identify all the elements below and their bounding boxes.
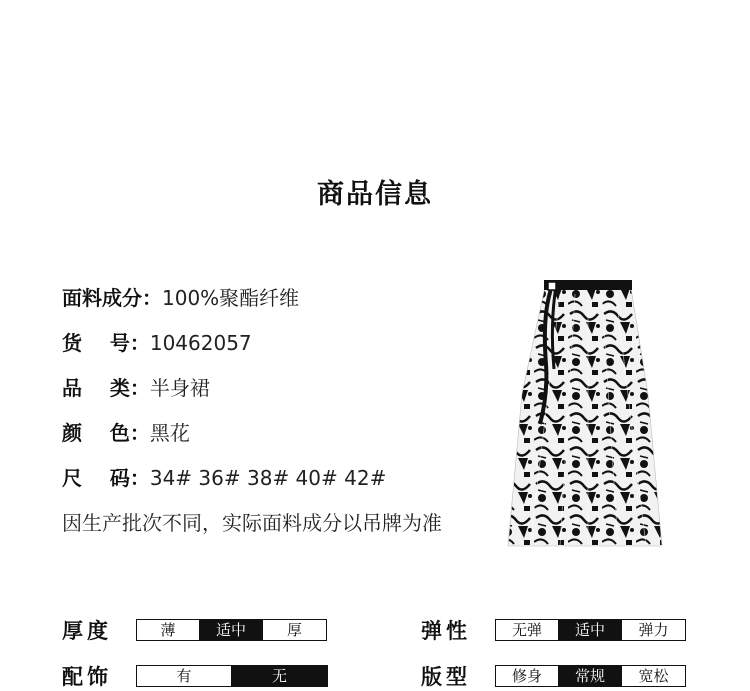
info-row-fabric — [62, 284, 502, 329]
attr-label: 弹性 — [421, 619, 471, 643]
product-info-list — [62, 284, 502, 537]
skirt-product-image — [500, 274, 675, 554]
info-label: 面料成分： — [62, 286, 162, 310]
elasticity-option: 弹力 — [622, 620, 685, 640]
info-row-size — [62, 464, 502, 509]
info-label: 货 号： — [62, 331, 150, 355]
accessories-option: 有 — [137, 666, 232, 686]
thickness-option-selected: 适中 — [200, 620, 263, 640]
info-label: 颜 色： — [62, 421, 150, 445]
elasticity-scale — [495, 619, 686, 641]
info-label: 品 类： — [62, 376, 150, 400]
accessories-scale — [136, 665, 328, 687]
elasticity-option-selected: 适中 — [559, 620, 622, 640]
thickness-option: 薄 — [137, 620, 200, 640]
attr-accessories — [62, 661, 328, 691]
attr-thickness — [62, 615, 327, 645]
attr-label: 配饰 — [62, 665, 112, 689]
thickness-option: 厚 — [263, 620, 326, 640]
thickness-scale — [136, 619, 327, 641]
attr-label: 版型 — [421, 665, 471, 689]
elasticity-option: 无弹 — [496, 620, 559, 640]
info-label: 尺 码： — [62, 466, 150, 490]
accessories-option-selected: 无 — [232, 666, 327, 686]
attr-fit — [421, 661, 686, 691]
info-row-sku — [62, 329, 502, 374]
info-value: 半身裙 — [149, 376, 210, 400]
info-row-category — [62, 374, 502, 419]
fit-option-selected: 常规 — [559, 666, 622, 686]
info-value: 100%聚酯纤维 — [162, 286, 300, 310]
info-value: 黑花 — [149, 421, 190, 445]
attr-label: 厚度 — [62, 619, 112, 643]
fit-option: 修身 — [496, 666, 559, 686]
section-title: 商品信息 — [317, 179, 433, 210]
fit-option: 宽松 — [622, 666, 685, 686]
info-value: 10462057 — [149, 331, 252, 355]
info-value: 34# 36# 38# 40# 42# — [149, 466, 387, 490]
attr-elasticity — [421, 615, 686, 645]
info-row-color — [62, 419, 502, 464]
fit-scale — [495, 665, 686, 687]
fabric-disclaimer: 因生产批次不同，实际面料成分以吊牌为准 — [62, 511, 442, 535]
